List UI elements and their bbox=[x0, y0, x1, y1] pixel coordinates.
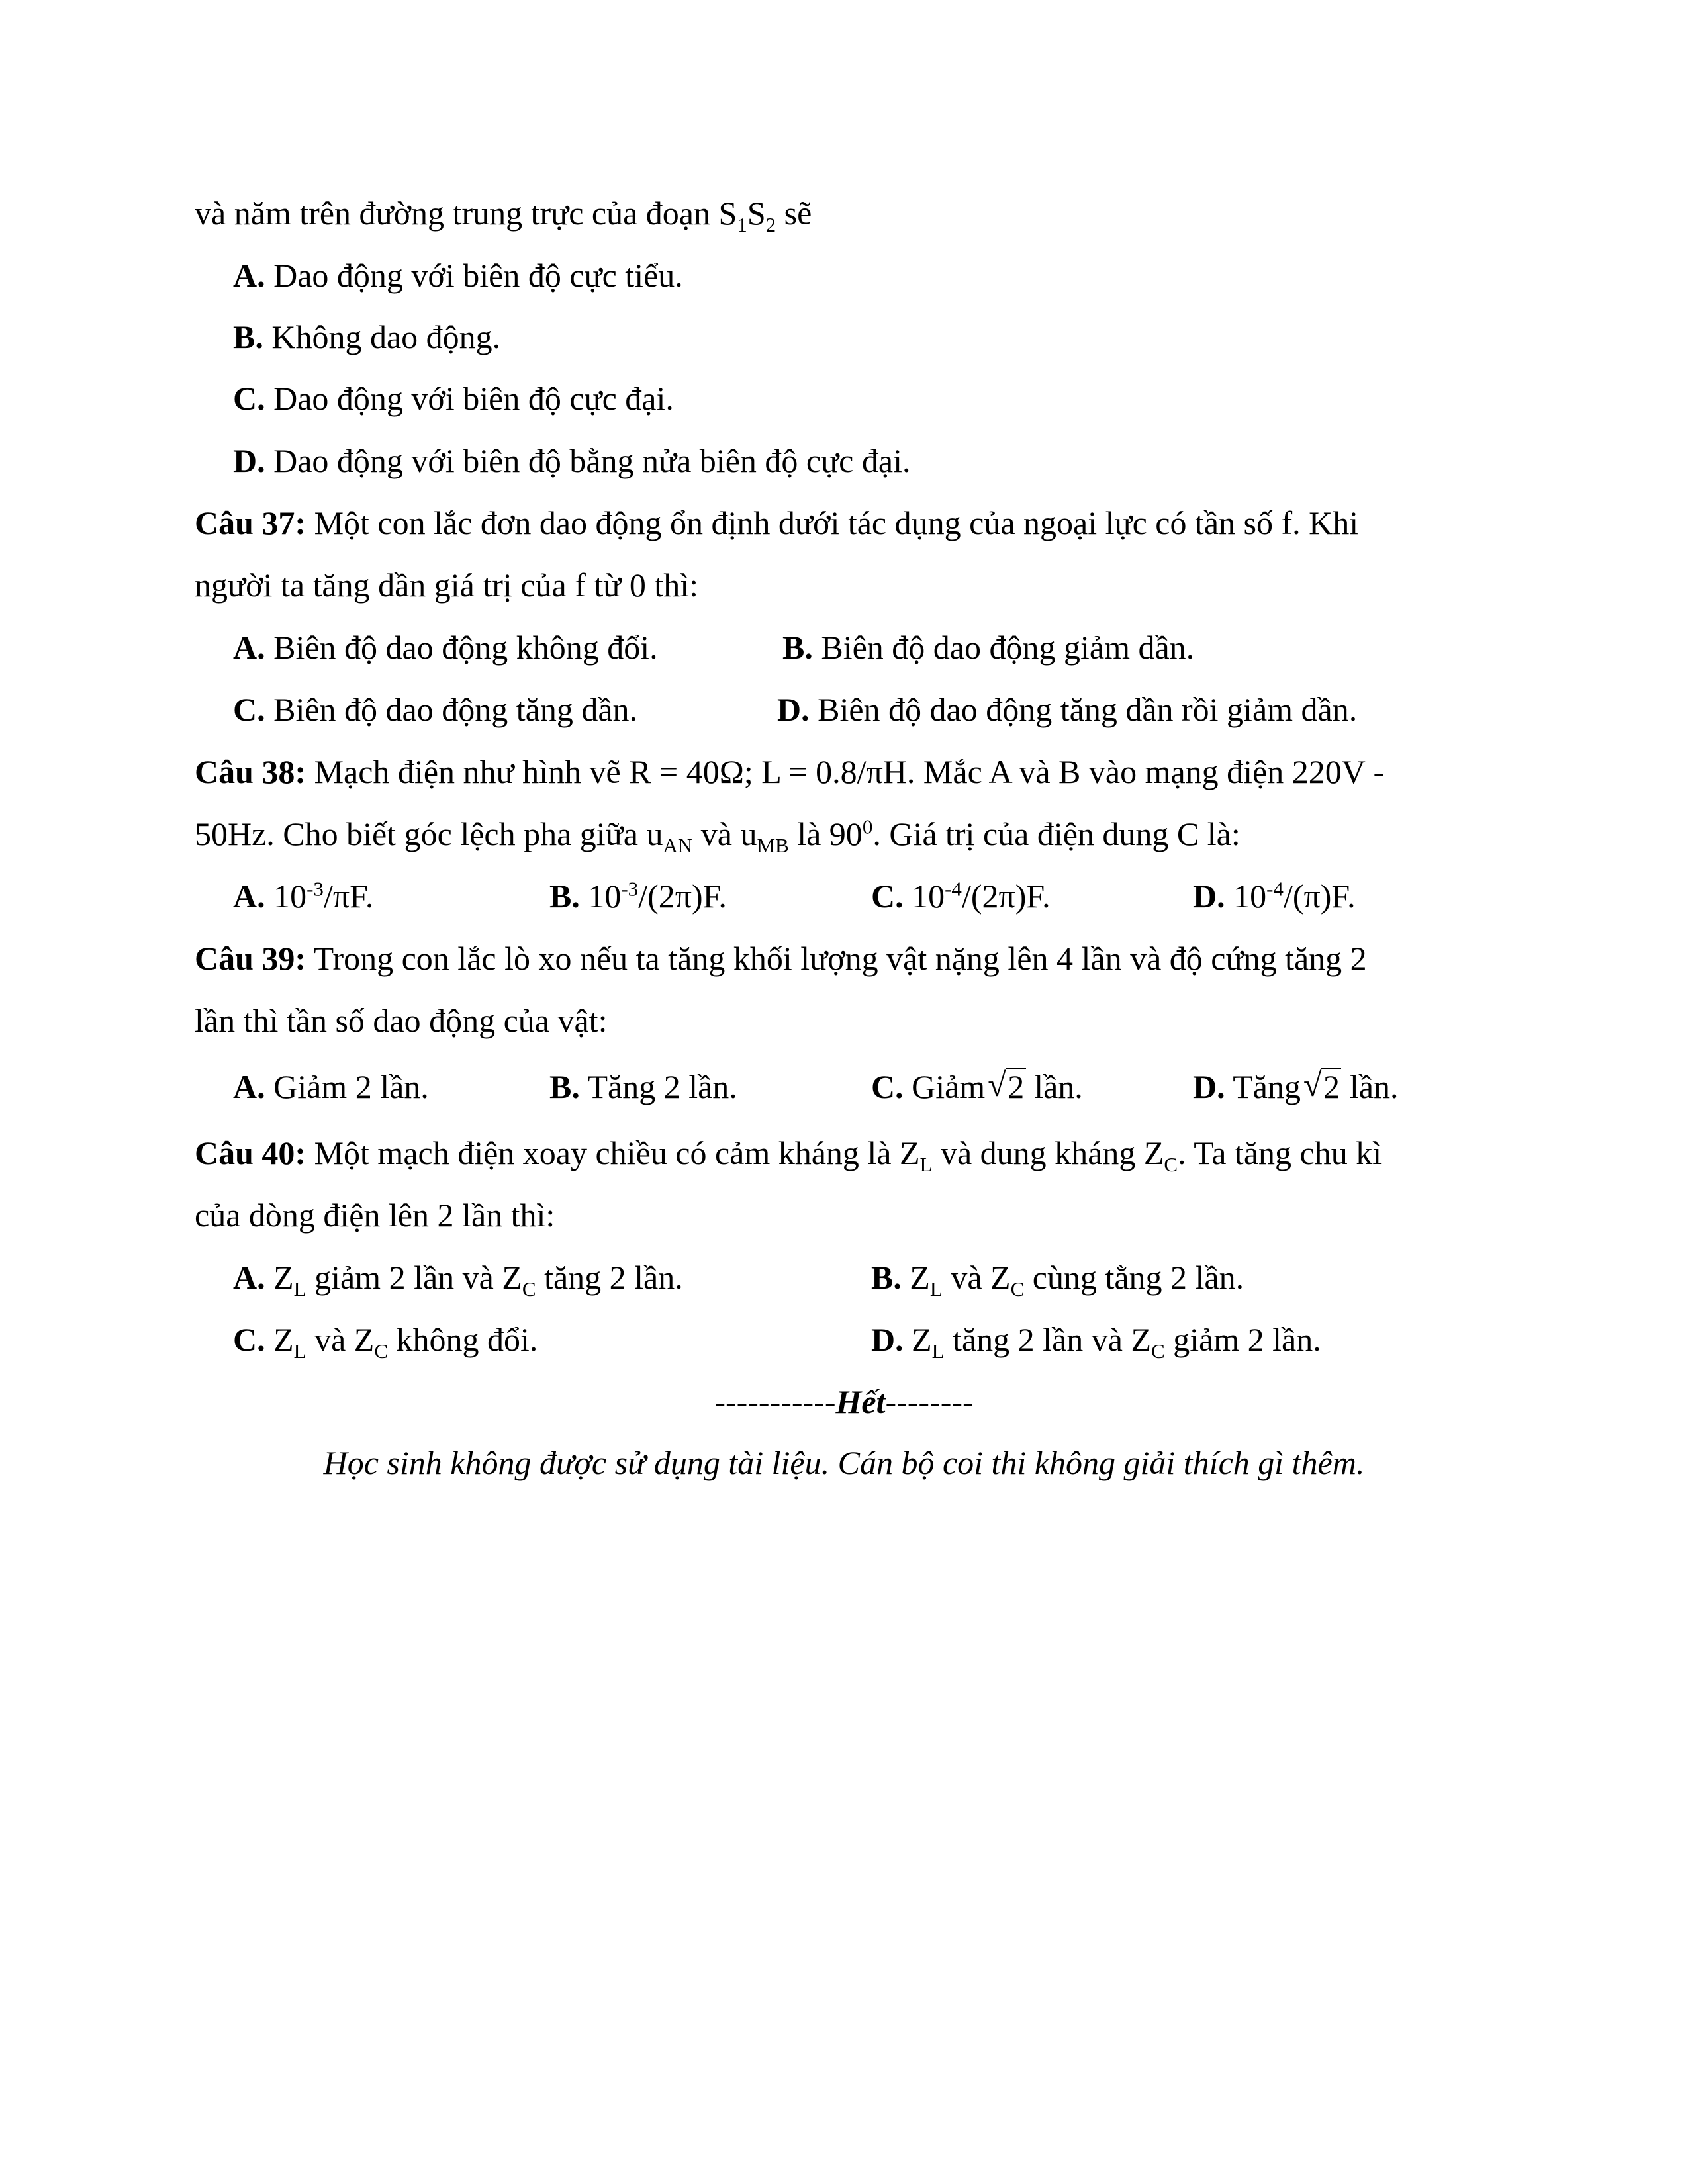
option-a bbox=[233, 255, 1532, 295]
option-letter: C. bbox=[233, 380, 265, 417]
subscript: 2 bbox=[765, 213, 776, 236]
option-text: và Z bbox=[306, 1321, 375, 1358]
option-letter: C. bbox=[233, 691, 265, 728]
option-text: giảm 2 lần và Z bbox=[306, 1259, 522, 1296]
subscript: L bbox=[293, 1277, 306, 1300]
option-text: /(2π)F. bbox=[638, 878, 727, 915]
intro-text: S bbox=[747, 195, 766, 232]
radical-sign: √ bbox=[1303, 1066, 1322, 1103]
radical-sign: √ bbox=[988, 1066, 1006, 1103]
question-38-cont bbox=[195, 814, 1493, 857]
option-letter: C. bbox=[871, 1068, 904, 1105]
option-text: Dao động với biên độ bằng nửa biên độ cực đại. bbox=[265, 442, 911, 479]
option-text: /(2π)F. bbox=[961, 878, 1051, 915]
option-text: Không dao động. bbox=[263, 318, 501, 355]
option-c bbox=[871, 1067, 1083, 1107]
question-37-cont bbox=[195, 565, 1493, 605]
option-letter: A. bbox=[233, 1259, 265, 1296]
option-text: giảm 2 lần. bbox=[1164, 1321, 1321, 1358]
option-d bbox=[871, 1320, 1321, 1363]
option-a bbox=[233, 627, 658, 667]
option-d bbox=[1193, 1067, 1399, 1107]
question-text: và u bbox=[692, 815, 757, 852]
option-b bbox=[871, 1257, 1244, 1300]
question-39-cont bbox=[195, 1001, 1493, 1040]
subscript: C bbox=[374, 1340, 389, 1363]
option-letter: C. bbox=[233, 1321, 265, 1358]
option-text: 10 bbox=[579, 878, 622, 915]
option-text: tăng 2 lần và Z bbox=[944, 1321, 1151, 1358]
subscript: C bbox=[1151, 1340, 1165, 1363]
question-text: là 90 bbox=[788, 815, 863, 852]
option-letter: B. bbox=[782, 629, 813, 666]
option-text: Biên độ dao động tăng dần. bbox=[265, 691, 638, 728]
question-text: Mạch điện như hình vẽ R = 40Ω; L = 0.8/πH. Mắc A và B vào mạng điện 220V - bbox=[306, 753, 1385, 790]
option-d bbox=[233, 441, 1532, 480]
question-40-cont bbox=[195, 1195, 1493, 1235]
question-text: của dòng điện lên 2 lần thì: bbox=[195, 1197, 555, 1234]
subscript: L bbox=[293, 1340, 306, 1363]
option-b bbox=[549, 876, 727, 916]
option-text: Dao động với biên độ cực tiểu. bbox=[265, 257, 683, 294]
intro-text: và năm trên đường trung trực của đoạn S bbox=[195, 195, 737, 232]
dashes: ----------- bbox=[714, 1383, 836, 1420]
superscript: -3 bbox=[621, 877, 639, 901]
subscript: L bbox=[931, 1340, 945, 1363]
option-letter: C. bbox=[871, 878, 904, 915]
end-word: Hết bbox=[835, 1383, 886, 1420]
subscript: 1 bbox=[737, 213, 747, 236]
subscript: C bbox=[522, 1277, 536, 1300]
option-letter: B. bbox=[871, 1259, 902, 1296]
option-a bbox=[233, 1067, 429, 1107]
option-letter: D. bbox=[233, 442, 265, 479]
option-text: Dao động với biên độ cực đại. bbox=[265, 380, 674, 417]
question-text: Trong con lắc lò xo nếu ta tăng khối lượng vật nặng lên 4 lần và độ cứng tăng 2 bbox=[306, 940, 1367, 977]
question-label: Câu 38: bbox=[195, 753, 306, 790]
option-letter: A. bbox=[233, 257, 265, 294]
question-text: . Giá trị của điện dung C là: bbox=[872, 815, 1241, 852]
option-text: không đổi. bbox=[388, 1321, 538, 1358]
question-label: Câu 39: bbox=[195, 940, 306, 977]
option-text: Z bbox=[901, 1259, 930, 1296]
option-text: lần. bbox=[1025, 1068, 1083, 1105]
option-c bbox=[233, 379, 1532, 418]
option-letter: D. bbox=[777, 691, 810, 728]
option-d bbox=[777, 690, 1357, 729]
intro-text: sẽ bbox=[776, 195, 812, 232]
question-text: người ta tăng dần giá trị của f từ 0 thì: bbox=[195, 567, 699, 604]
superscript: 0 bbox=[862, 815, 873, 839]
option-b bbox=[782, 627, 1194, 667]
subscript: C bbox=[1010, 1277, 1025, 1300]
option-text: /(π)F. bbox=[1283, 878, 1356, 915]
end-marker bbox=[0, 1382, 1688, 1422]
option-text: Z bbox=[265, 1321, 294, 1358]
option-text: Giảm bbox=[903, 1068, 986, 1105]
option-text: Tăng 2 lần. bbox=[579, 1068, 737, 1105]
option-b bbox=[233, 317, 1532, 357]
question-38 bbox=[195, 752, 1493, 792]
option-text: và Z bbox=[942, 1259, 1011, 1296]
exam-note: Học sinh không được sử dụng tài liệu. Cán bộ coi thi không giải thích gì thêm. bbox=[323, 1444, 1365, 1481]
superscript: -4 bbox=[945, 877, 962, 901]
option-d bbox=[1193, 876, 1356, 916]
option-letter: D. bbox=[1193, 878, 1225, 915]
option-text: 10 bbox=[1225, 878, 1267, 915]
option-letter: B. bbox=[233, 318, 263, 355]
radicand: 2 bbox=[1006, 1068, 1026, 1105]
option-letter: D. bbox=[1193, 1068, 1225, 1105]
superscript: -3 bbox=[306, 877, 324, 901]
option-text: lần. bbox=[1341, 1068, 1399, 1105]
option-letter: A. bbox=[233, 1068, 265, 1105]
option-text: Biên độ dao động không đổi. bbox=[265, 629, 658, 666]
dashes: -------- bbox=[885, 1383, 974, 1420]
question-37 bbox=[195, 503, 1493, 543]
superscript: -4 bbox=[1266, 877, 1284, 901]
option-text: /πF. bbox=[323, 878, 374, 915]
subscript: L bbox=[929, 1277, 943, 1300]
subscript: AN bbox=[663, 834, 693, 857]
option-text: Tăng bbox=[1225, 1068, 1301, 1105]
radicand: 2 bbox=[1321, 1068, 1341, 1105]
subscript: MB bbox=[757, 834, 789, 857]
option-b bbox=[549, 1067, 737, 1107]
option-letter: A. bbox=[233, 629, 265, 666]
option-letter: A. bbox=[233, 878, 265, 915]
option-text: Z bbox=[265, 1259, 294, 1296]
option-text: 10 bbox=[903, 878, 945, 915]
subscript: L bbox=[919, 1153, 933, 1176]
option-text: 10 bbox=[265, 878, 307, 915]
option-a bbox=[233, 1257, 683, 1300]
option-c bbox=[871, 876, 1051, 916]
question-text: Một con lắc đơn dao động ổn định dưới tác dụng của ngoại lực có tần số f. Khi bbox=[306, 504, 1359, 541]
question-text: và dung kháng Z bbox=[932, 1134, 1164, 1171]
option-text: Z bbox=[903, 1321, 932, 1358]
question-label: Câu 40: bbox=[195, 1134, 306, 1171]
option-letter: B. bbox=[549, 1068, 580, 1105]
subscript: C bbox=[1164, 1153, 1178, 1176]
question-40 bbox=[195, 1133, 1493, 1176]
option-text: Biên độ dao động tăng dần rồi giảm dần. bbox=[809, 691, 1358, 728]
question-text: 50Hz. Cho biết góc lệch pha giữa u bbox=[195, 815, 663, 852]
option-text: Biên độ dao động giảm dần. bbox=[812, 629, 1195, 666]
option-text: cùng tằng 2 lần. bbox=[1024, 1259, 1244, 1296]
question-label: Câu 37: bbox=[195, 504, 306, 541]
option-c bbox=[233, 1320, 538, 1363]
question-text: Một mạch điện xoay chiều có cảm kháng là Z bbox=[306, 1134, 920, 1171]
option-text: tăng 2 lần. bbox=[536, 1259, 683, 1296]
option-letter: B. bbox=[549, 878, 580, 915]
question-text: . Ta tăng chu kì bbox=[1178, 1134, 1382, 1171]
question-text: lần thì tần số dao động của vật: bbox=[195, 1002, 608, 1039]
question-continuation bbox=[195, 193, 1493, 236]
square-root bbox=[988, 1067, 1026, 1107]
option-text: Giảm 2 lần. bbox=[265, 1068, 429, 1105]
option-c bbox=[233, 690, 637, 729]
option-a bbox=[233, 876, 373, 916]
square-root bbox=[1303, 1067, 1342, 1107]
question-39 bbox=[195, 938, 1493, 978]
option-letter: D. bbox=[871, 1321, 904, 1358]
